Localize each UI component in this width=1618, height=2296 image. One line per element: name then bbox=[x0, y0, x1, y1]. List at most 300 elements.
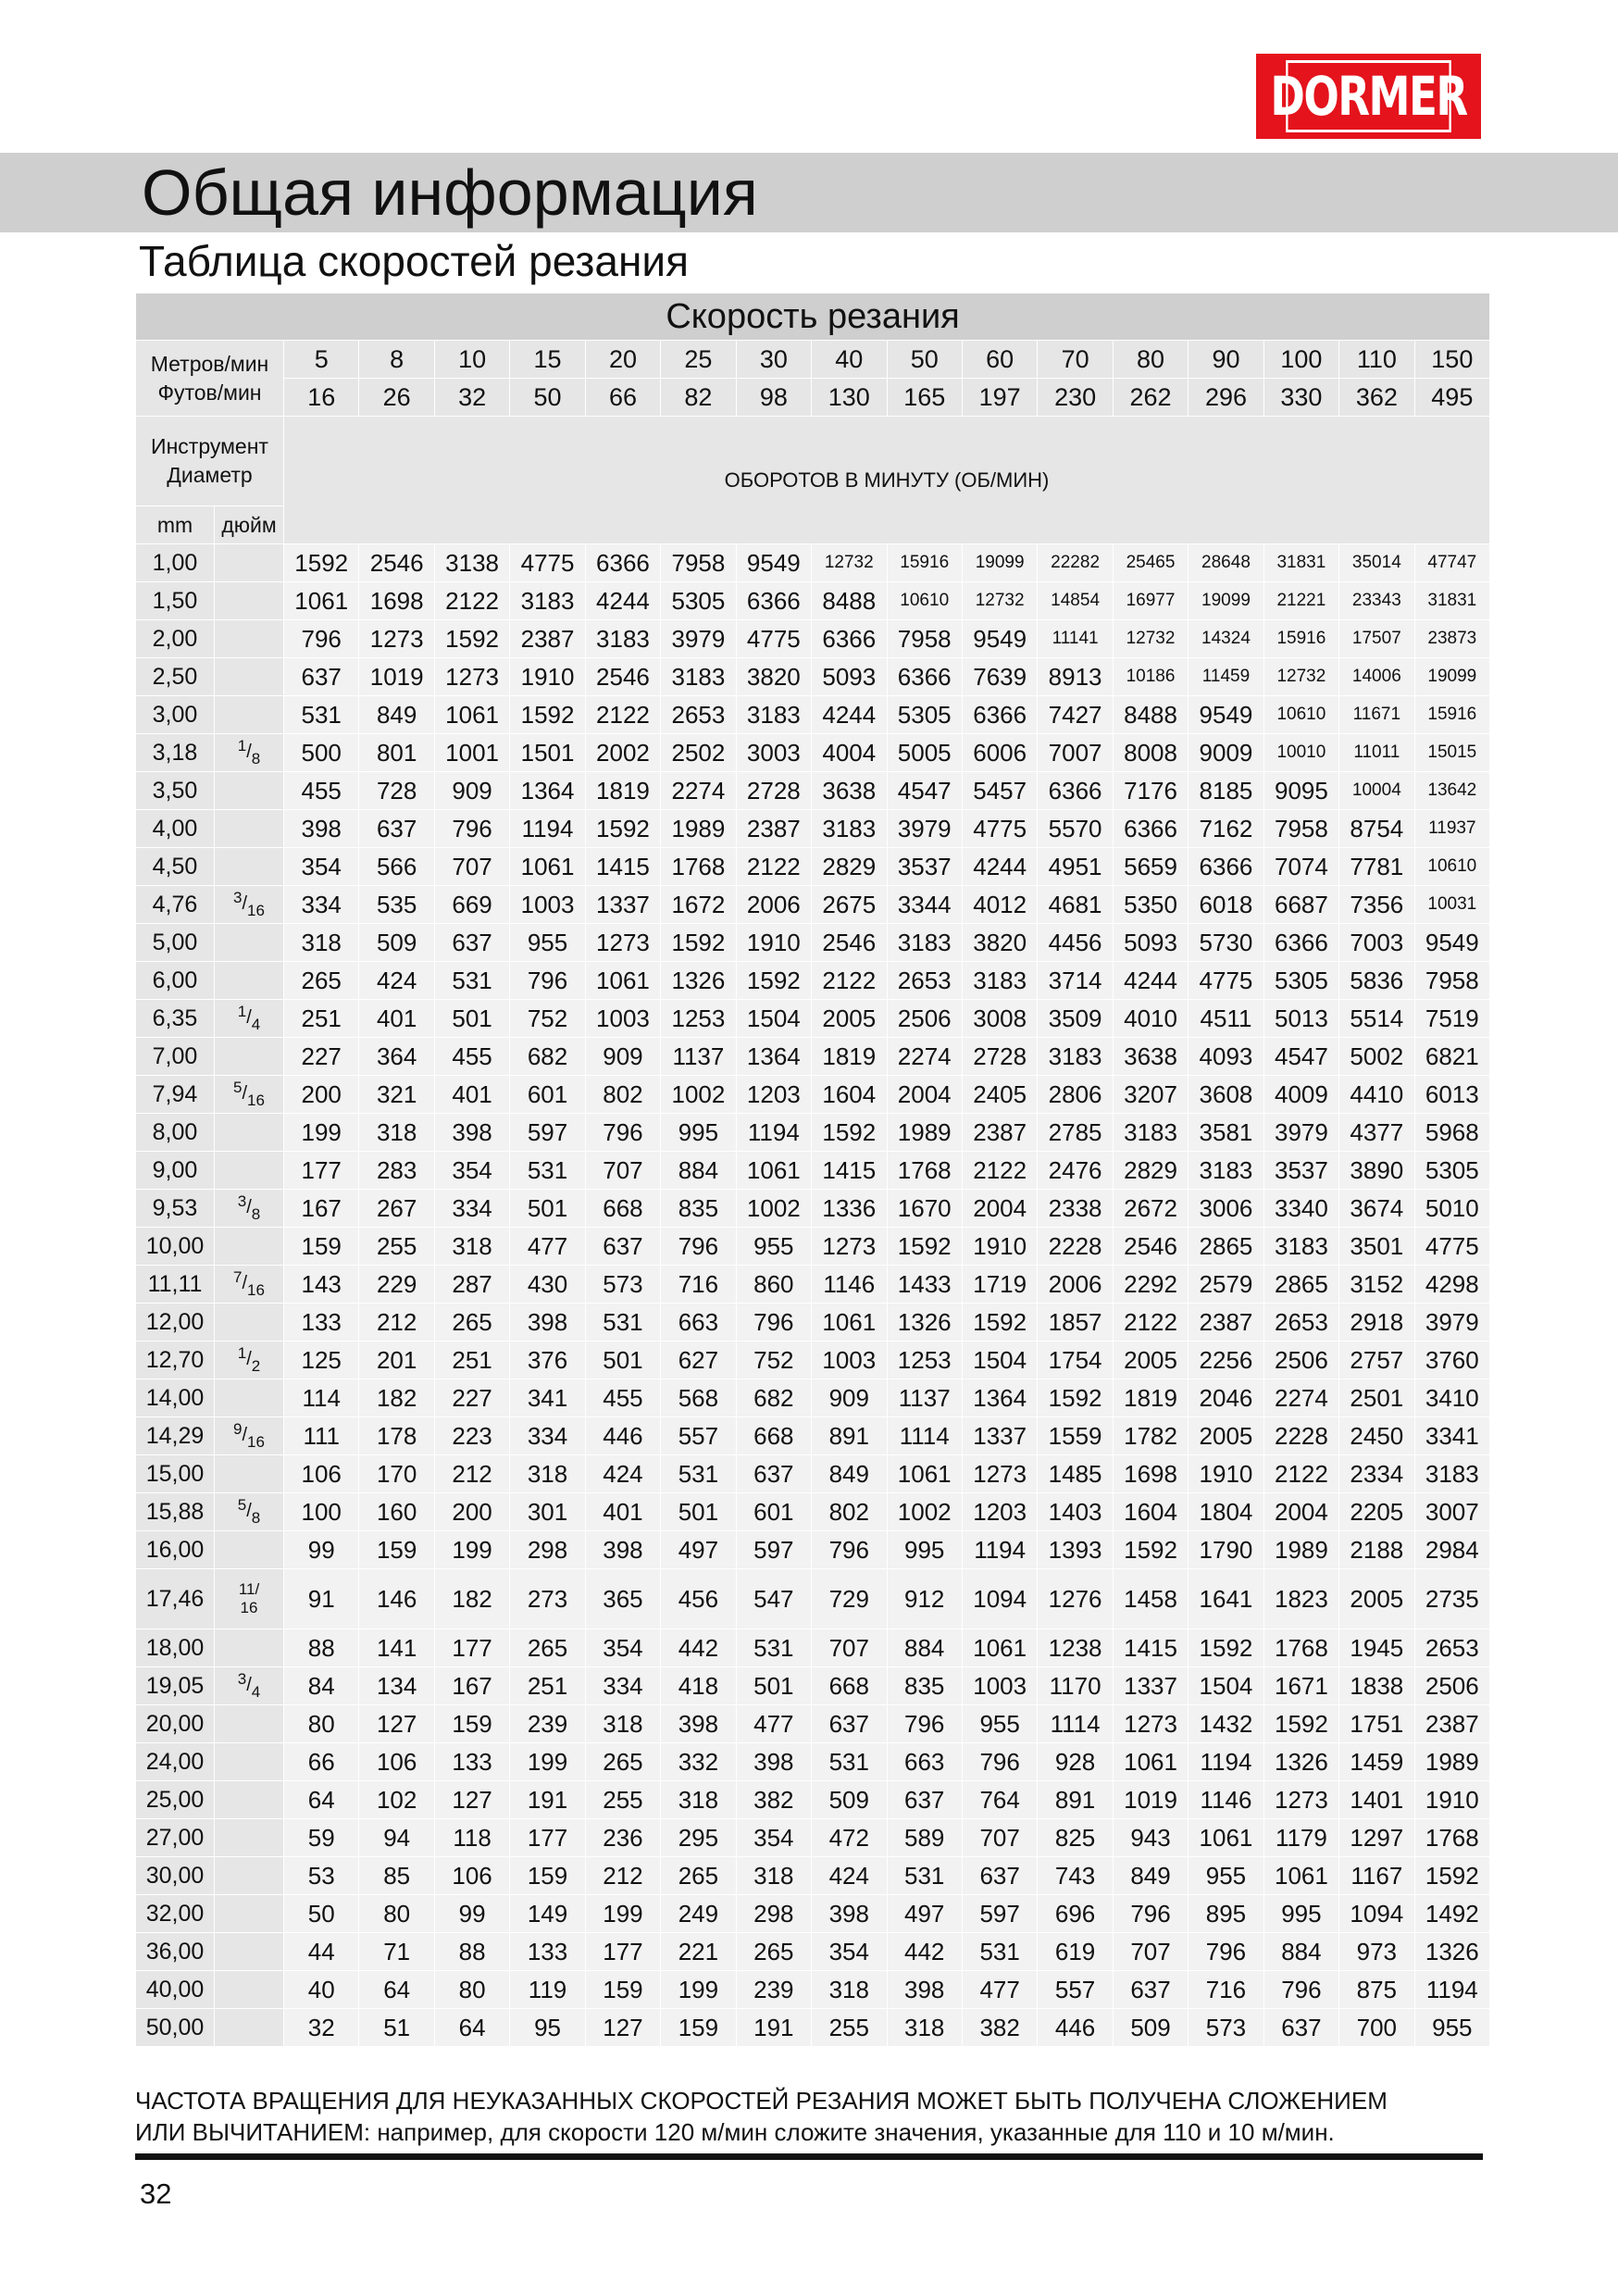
rpm-value: 3152 bbox=[1339, 1266, 1414, 1304]
rpm-value: 501 bbox=[585, 1341, 660, 1379]
rpm-value: 1504 bbox=[962, 1341, 1037, 1379]
rpm-value: 442 bbox=[661, 1629, 736, 1667]
rpm-value: 557 bbox=[1038, 1971, 1113, 2009]
table-row bbox=[136, 1228, 1490, 1266]
rpm-value: 318 bbox=[359, 1114, 434, 1152]
rpm-value: 100 bbox=[284, 1493, 359, 1531]
rpm-value: 5968 bbox=[1414, 1114, 1490, 1152]
table-row bbox=[136, 1493, 1490, 1531]
inch-denominator: 16 bbox=[247, 902, 265, 919]
rpm-value: 6018 bbox=[1189, 886, 1263, 924]
rpm-value: 1989 bbox=[1263, 1531, 1338, 1569]
rpm-value: 597 bbox=[736, 1531, 811, 1569]
diameter-mm: 15,88 bbox=[136, 1493, 215, 1531]
rpm-value: 2122 bbox=[1263, 1455, 1338, 1493]
rpm-value: 118 bbox=[434, 1819, 509, 1857]
table-row bbox=[136, 1304, 1490, 1341]
rpm-value: 3537 bbox=[887, 848, 962, 886]
diameter-inch: $^3/_{16}$ bbox=[215, 886, 284, 924]
rpm-value: 531 bbox=[434, 962, 509, 1000]
rpm-value: 318 bbox=[887, 2009, 962, 2047]
rpm-value: 1273 bbox=[812, 1228, 887, 1266]
rpm-value: 1002 bbox=[661, 1076, 736, 1114]
rpm-value: 1670 bbox=[887, 1190, 962, 1228]
rpm-value: 8754 bbox=[1339, 810, 1414, 848]
rpm-value: 6366 bbox=[1113, 810, 1188, 848]
rpm-value: 1167 bbox=[1339, 1857, 1414, 1895]
diameter-mm: 4,76 bbox=[136, 886, 215, 924]
inch-denominator: 8 bbox=[251, 1205, 261, 1223]
diameter-mm: 7,00 bbox=[136, 1038, 215, 1076]
diameter-mm: 8,00 bbox=[136, 1114, 215, 1152]
rpm-value: 2005 bbox=[1189, 1417, 1263, 1455]
diameter-mm: 9,00 bbox=[136, 1152, 215, 1190]
rpm-value: 159 bbox=[434, 1705, 509, 1743]
diameter-mm: 12,70 bbox=[136, 1341, 215, 1379]
rpm-value: 446 bbox=[1038, 2009, 1113, 2047]
diameter-inch bbox=[215, 2009, 284, 2047]
rpm-value: 11671 bbox=[1339, 696, 1414, 734]
rpm-value: 1194 bbox=[1414, 1971, 1490, 2009]
diameter-inch bbox=[215, 1743, 284, 1781]
diameter-inch bbox=[215, 1857, 284, 1895]
table-row bbox=[136, 1038, 1490, 1076]
diameter-inch bbox=[215, 1038, 284, 1076]
rpm-value: 1604 bbox=[1113, 1493, 1188, 1531]
diameter-inch: $^3/_4$ bbox=[215, 1667, 284, 1705]
rpm-value: 3341 bbox=[1414, 1417, 1490, 1455]
rpm-value: 4298 bbox=[1414, 1266, 1490, 1304]
rpm-value: 1857 bbox=[1038, 1304, 1113, 1341]
rpm-value: 909 bbox=[585, 1038, 660, 1076]
rpm-value: 3183 bbox=[1113, 1114, 1188, 1152]
rpm-value: 221 bbox=[661, 1933, 736, 1971]
rpm-value: 1754 bbox=[1038, 1341, 1113, 1379]
rpm-label: ОБОРОТОВ В МИНУТУ (ОБ/МИН) bbox=[284, 417, 1490, 544]
rpm-value: 341 bbox=[510, 1379, 585, 1417]
diameter-inch bbox=[215, 1569, 284, 1629]
rpm-value: 3509 bbox=[1038, 1000, 1113, 1038]
rpm-value: 133 bbox=[434, 1743, 509, 1781]
rpm-value: 1393 bbox=[1038, 1531, 1113, 1569]
rpm-value: 1592 bbox=[962, 1304, 1037, 1341]
rpm-value: 398 bbox=[434, 1114, 509, 1152]
rpm-value: 102 bbox=[359, 1781, 434, 1819]
diameter-mm: 5,00 bbox=[136, 924, 215, 962]
rpm-value: 382 bbox=[962, 2009, 1037, 2047]
diameter-mm: 14,00 bbox=[136, 1379, 215, 1417]
rpm-value: 1114 bbox=[1038, 1705, 1113, 1743]
cutting-speed-table bbox=[135, 293, 1490, 2047]
rpm-value: 1592 bbox=[736, 962, 811, 1000]
rpm-value: 955 bbox=[962, 1705, 1037, 1743]
rpm-value: 99 bbox=[284, 1531, 359, 1569]
rpm-value: 895 bbox=[1189, 1895, 1263, 1933]
rpm-value: 1592 bbox=[434, 620, 509, 658]
rpm-value: 707 bbox=[1113, 1933, 1188, 1971]
rpm-value: 298 bbox=[510, 1531, 585, 1569]
rpm-value: 32 bbox=[284, 2009, 359, 2047]
rpm-value: 3760 bbox=[1414, 1341, 1490, 1379]
rpm-value: 2502 bbox=[661, 734, 736, 772]
rpm-value: 16977 bbox=[1113, 582, 1188, 620]
rpm-value: 884 bbox=[661, 1152, 736, 1190]
rpm-value: 1592 bbox=[1263, 1705, 1338, 1743]
rpm-value: 891 bbox=[812, 1417, 887, 1455]
rpm-value: 401 bbox=[434, 1076, 509, 1114]
rpm-value: 1238 bbox=[1038, 1629, 1113, 1667]
rpm-value: 354 bbox=[284, 848, 359, 886]
table-row bbox=[136, 1379, 1490, 1417]
tool-label: Инструмент bbox=[151, 434, 268, 458]
rpm-value: 2274 bbox=[661, 772, 736, 810]
rpm-value: 223 bbox=[434, 1417, 509, 1455]
rpm-value: 1592 bbox=[284, 544, 359, 582]
rpm-value: 2579 bbox=[1189, 1266, 1263, 1304]
rpm-value: 7003 bbox=[1339, 924, 1414, 962]
rpm-value: 8488 bbox=[812, 582, 887, 620]
speed-units-label bbox=[136, 341, 284, 417]
rpm-value: 6366 bbox=[812, 620, 887, 658]
rpm-value: 127 bbox=[585, 2009, 660, 2047]
rpm-value: 6821 bbox=[1414, 1038, 1490, 1076]
diameter-inch bbox=[215, 658, 284, 696]
rpm-value: 1337 bbox=[962, 1417, 1037, 1455]
rpm-value: 3183 bbox=[585, 620, 660, 658]
rpm-value: 4244 bbox=[812, 696, 887, 734]
footnote-line1: ЧАСТОТА ВРАЩЕНИЯ ДЛЯ НЕУКАЗАННЫХ СКОРОСТЕЙ РЕЗАНИЯ МОЖЕТ БЫТЬ ПОЛУЧЕНА СЛОЖЕНИЕМ bbox=[135, 2087, 1388, 2115]
rpm-value: 1002 bbox=[887, 1493, 962, 1531]
rpm-value: 637 bbox=[434, 924, 509, 962]
rpm-value: 159 bbox=[359, 1531, 434, 1569]
rpm-value: 19099 bbox=[1414, 658, 1490, 696]
rpm-value: 796 bbox=[736, 1304, 811, 1341]
rpm-value: 1415 bbox=[812, 1152, 887, 1190]
rpm-value: 23343 bbox=[1339, 582, 1414, 620]
rpm-value: 6366 bbox=[1189, 848, 1263, 886]
table-row bbox=[136, 1152, 1490, 1190]
rpm-value: 796 bbox=[510, 962, 585, 1000]
rpm-value: 1790 bbox=[1189, 1531, 1263, 1569]
rpm-value: 801 bbox=[359, 734, 434, 772]
rpm-value: 2256 bbox=[1189, 1341, 1263, 1379]
rpm-value: 14324 bbox=[1189, 620, 1263, 658]
rpm-value: 17507 bbox=[1339, 620, 1414, 658]
diameter-inch bbox=[215, 582, 284, 620]
rpm-value: 2006 bbox=[736, 886, 811, 924]
rpm-value: 743 bbox=[1038, 1857, 1113, 1895]
rpm-value: 1604 bbox=[812, 1076, 887, 1114]
inch-denominator: 4 bbox=[251, 1683, 261, 1701]
rpm-value: 891 bbox=[1038, 1781, 1113, 1819]
rpm-value: 663 bbox=[887, 1743, 962, 1781]
rpm-value: 191 bbox=[736, 2009, 811, 2047]
rpm-value: 3979 bbox=[661, 620, 736, 658]
speed-ft-min-header: 495 bbox=[1414, 379, 1490, 417]
rpm-value: 398 bbox=[887, 1971, 962, 2009]
rpm-value: 318 bbox=[812, 1971, 887, 2009]
rpm-value: 1061 bbox=[962, 1629, 1037, 1667]
rpm-value: 1910 bbox=[510, 658, 585, 696]
rpm-value: 4951 bbox=[1038, 848, 1113, 886]
rpm-value: 501 bbox=[661, 1493, 736, 1531]
rpm-value: 382 bbox=[736, 1781, 811, 1819]
rpm-value: 182 bbox=[359, 1379, 434, 1417]
rpm-value: 1019 bbox=[1113, 1781, 1188, 1819]
rpm-value: 849 bbox=[359, 696, 434, 734]
rpm-value: 682 bbox=[736, 1379, 811, 1417]
rpm-value: 199 bbox=[585, 1895, 660, 1933]
rpm-value: 764 bbox=[962, 1781, 1037, 1819]
rpm-value: 133 bbox=[284, 1304, 359, 1341]
diameter-mm: 36,00 bbox=[136, 1933, 215, 1971]
rpm-value: 796 bbox=[284, 620, 359, 658]
rpm-value: 1910 bbox=[1414, 1781, 1490, 1819]
rpm-value: 1819 bbox=[585, 772, 660, 810]
table-row bbox=[136, 1819, 1490, 1857]
rpm-value: 884 bbox=[887, 1629, 962, 1667]
rpm-value: 1592 bbox=[585, 810, 660, 848]
rpm-value: 1719 bbox=[962, 1266, 1037, 1304]
rpm-value: 1253 bbox=[887, 1341, 962, 1379]
speed-m-min-header: 30 bbox=[736, 341, 811, 379]
rpm-value: 7958 bbox=[1263, 810, 1338, 848]
rpm-value: 265 bbox=[284, 962, 359, 1000]
rpm-value: 2005 bbox=[1113, 1341, 1188, 1379]
diameter-inch bbox=[215, 924, 284, 962]
rpm-value: 752 bbox=[510, 1000, 585, 1038]
rpm-value: 3008 bbox=[962, 1000, 1037, 1038]
diameter-mm: 19,05 bbox=[136, 1667, 215, 1705]
diameter-mm: 1,00 bbox=[136, 544, 215, 582]
table-row bbox=[136, 1000, 1490, 1038]
rpm-value: 637 bbox=[1263, 2009, 1338, 2047]
rpm-value: 178 bbox=[359, 1417, 434, 1455]
rpm-value: 332 bbox=[661, 1743, 736, 1781]
rpm-value: 2122 bbox=[434, 582, 509, 620]
rpm-value: 3638 bbox=[812, 772, 887, 810]
rpm-value: 6366 bbox=[962, 696, 1037, 734]
table-row bbox=[136, 2009, 1490, 2047]
diameter-mm: 40,00 bbox=[136, 1971, 215, 2009]
rpm-value: 1061 bbox=[284, 582, 359, 620]
rpm-value: 99 bbox=[434, 1895, 509, 1933]
page-subtitle: Таблица скоростей резания bbox=[139, 237, 689, 285]
rpm-value: 364 bbox=[359, 1038, 434, 1076]
rpm-value: 273 bbox=[510, 1569, 585, 1629]
speed-m-min-header: 150 bbox=[1414, 341, 1490, 379]
rpm-value: 15015 bbox=[1414, 734, 1490, 772]
rpm-value: 5305 bbox=[1414, 1152, 1490, 1190]
rpm-value: 199 bbox=[284, 1114, 359, 1152]
rpm-value: 13642 bbox=[1414, 772, 1490, 810]
rpm-value: 167 bbox=[434, 1667, 509, 1705]
rpm-value: 71 bbox=[359, 1933, 434, 1971]
rpm-value: 177 bbox=[510, 1819, 585, 1857]
rpm-value: 6366 bbox=[887, 658, 962, 696]
rpm-value: 2501 bbox=[1339, 1379, 1414, 1417]
rpm-value: 1061 bbox=[812, 1304, 887, 1341]
rpm-value: 566 bbox=[359, 848, 434, 886]
rpm-value: 2004 bbox=[887, 1076, 962, 1114]
rpm-value: 251 bbox=[510, 1667, 585, 1705]
rpm-value: 321 bbox=[359, 1076, 434, 1114]
rpm-value: 3537 bbox=[1263, 1152, 1338, 1190]
rpm-value: 1253 bbox=[661, 1000, 736, 1038]
rpm-value: 10610 bbox=[887, 582, 962, 620]
rpm-value: 159 bbox=[585, 1971, 660, 2009]
rpm-value: 160 bbox=[359, 1493, 434, 1531]
rpm-value: 334 bbox=[510, 1417, 585, 1455]
table-row bbox=[136, 1743, 1490, 1781]
speed-ft-min-header: 26 bbox=[359, 379, 434, 417]
rpm-value: 707 bbox=[962, 1819, 1037, 1857]
dormer-logo bbox=[1256, 54, 1481, 139]
diameter-inch bbox=[215, 1971, 284, 2009]
table-row bbox=[136, 1190, 1490, 1228]
table-row bbox=[136, 1781, 1490, 1819]
rpm-value: 716 bbox=[1189, 1971, 1263, 2009]
rpm-value: 875 bbox=[1339, 1971, 1414, 2009]
rpm-value: 21221 bbox=[1263, 582, 1338, 620]
rpm-value: 64 bbox=[284, 1781, 359, 1819]
rpm-value: 1326 bbox=[887, 1304, 962, 1341]
rpm-value: 251 bbox=[284, 1000, 359, 1038]
rpm-value: 4377 bbox=[1339, 1114, 1414, 1152]
rpm-value: 2338 bbox=[1038, 1190, 1113, 1228]
rpm-value: 669 bbox=[434, 886, 509, 924]
rpm-value: 9549 bbox=[736, 544, 811, 582]
metric-label: Метров/мин bbox=[150, 351, 269, 376]
rpm-value: 995 bbox=[887, 1531, 962, 1569]
rpm-value: 4511 bbox=[1189, 1000, 1263, 1038]
inch-denominator: 16 bbox=[240, 1599, 258, 1616]
table-row bbox=[136, 658, 1490, 696]
diameter-inch: $^1/_4$ bbox=[215, 1000, 284, 1038]
table-row bbox=[136, 924, 1490, 962]
rpm-value: 177 bbox=[585, 1933, 660, 1971]
rpm-value: 199 bbox=[434, 1531, 509, 1569]
diameter-mm: 6,35 bbox=[136, 1000, 215, 1038]
rpm-value: 3638 bbox=[1113, 1038, 1188, 1076]
rpm-value: 955 bbox=[736, 1228, 811, 1266]
diameter-inch bbox=[215, 1228, 284, 1266]
table-row bbox=[136, 886, 1490, 924]
page-title: Общая информация bbox=[142, 156, 758, 229]
rpm-value: 825 bbox=[1038, 1819, 1113, 1857]
rpm-value: 455 bbox=[284, 772, 359, 810]
rpm-value: 354 bbox=[434, 1152, 509, 1190]
rpm-value: 134 bbox=[359, 1667, 434, 1705]
rpm-value: 9549 bbox=[962, 620, 1037, 658]
rpm-value: 5730 bbox=[1189, 924, 1263, 962]
rpm-value: 53 bbox=[284, 1857, 359, 1895]
rpm-value: 3183 bbox=[1263, 1228, 1338, 1266]
rpm-value: 796 bbox=[434, 810, 509, 848]
rpm-value: 627 bbox=[661, 1341, 736, 1379]
rpm-value: 442 bbox=[887, 1933, 962, 1971]
rpm-value: 376 bbox=[510, 1341, 585, 1379]
rpm-value: 1364 bbox=[510, 772, 585, 810]
rpm-value: 177 bbox=[434, 1629, 509, 1667]
rpm-value: 1364 bbox=[736, 1038, 811, 1076]
rpm-value: 159 bbox=[661, 2009, 736, 2047]
rpm-value: 354 bbox=[812, 1933, 887, 1971]
rpm-value: 1326 bbox=[1263, 1743, 1338, 1781]
rpm-value: 1001 bbox=[434, 734, 509, 772]
rpm-value: 1094 bbox=[962, 1569, 1037, 1629]
rpm-value: 7356 bbox=[1339, 886, 1414, 924]
rpm-value: 1672 bbox=[661, 886, 736, 924]
rpm-value: 80 bbox=[284, 1705, 359, 1743]
rpm-value: 1989 bbox=[1414, 1743, 1490, 1781]
rpm-value: 80 bbox=[359, 1895, 434, 1933]
rpm-value: 3979 bbox=[887, 810, 962, 848]
speed-m-min-header: 110 bbox=[1339, 341, 1414, 379]
rpm-value: 1003 bbox=[585, 1000, 660, 1038]
rpm-value: 728 bbox=[359, 772, 434, 810]
rpm-value: 212 bbox=[585, 1857, 660, 1895]
rpm-value: 1273 bbox=[1113, 1705, 1188, 1743]
rpm-value: 2728 bbox=[962, 1038, 1037, 1076]
rpm-value: 14854 bbox=[1038, 582, 1113, 620]
rpm-value: 1061 bbox=[585, 962, 660, 1000]
rpm-value: 199 bbox=[661, 1971, 736, 2009]
rpm-value: 1910 bbox=[736, 924, 811, 962]
rpm-value: 31831 bbox=[1414, 582, 1490, 620]
diameter-inch: $^9/_{16}$ bbox=[215, 1417, 284, 1455]
rpm-value: 1910 bbox=[1189, 1455, 1263, 1493]
diameter-mm: 3,00 bbox=[136, 696, 215, 734]
rpm-value: 2653 bbox=[661, 696, 736, 734]
diameter-inch bbox=[215, 1152, 284, 1190]
rpm-value: 849 bbox=[1113, 1857, 1188, 1895]
rpm-value: 236 bbox=[585, 1819, 660, 1857]
rpm-value: 802 bbox=[585, 1076, 660, 1114]
rpm-value: 1671 bbox=[1263, 1667, 1338, 1705]
inch-denominator: 16 bbox=[247, 1281, 265, 1299]
rpm-value: 143 bbox=[284, 1266, 359, 1304]
rpm-value: 6366 bbox=[1263, 924, 1338, 962]
rpm-value: 12732 bbox=[1113, 620, 1188, 658]
rpm-value: 1592 bbox=[812, 1114, 887, 1152]
rpm-value: 265 bbox=[585, 1743, 660, 1781]
rpm-value: 11459 bbox=[1189, 658, 1263, 696]
rpm-value: 2005 bbox=[812, 1000, 887, 1038]
rpm-value: 301 bbox=[510, 1493, 585, 1531]
rpm-value: 796 bbox=[887, 1705, 962, 1743]
rpm-value: 1504 bbox=[736, 1000, 811, 1038]
rpm-value: 1698 bbox=[1113, 1455, 1188, 1493]
inch-denominator: 4 bbox=[251, 1016, 261, 1033]
diameter-mm: 2,50 bbox=[136, 658, 215, 696]
rpm-value: 4775 bbox=[962, 810, 1037, 848]
rpm-value: 1504 bbox=[1189, 1667, 1263, 1705]
rpm-value: 2292 bbox=[1113, 1266, 1188, 1304]
inch-numerator: 1 bbox=[237, 1003, 247, 1020]
rpm-value: 884 bbox=[1263, 1933, 1338, 1971]
rpm-value: 1819 bbox=[812, 1038, 887, 1076]
table-row bbox=[136, 1417, 1490, 1455]
rpm-value: 23873 bbox=[1414, 620, 1490, 658]
rpm-value: 1276 bbox=[1038, 1569, 1113, 1629]
rpm-value: 802 bbox=[812, 1493, 887, 1531]
rpm-value: 295 bbox=[661, 1819, 736, 1857]
rpm-value: 11141 bbox=[1038, 620, 1113, 658]
inch-denominator: 16 bbox=[247, 1433, 265, 1451]
rpm-value: 1819 bbox=[1113, 1379, 1188, 1417]
rpm-value: 283 bbox=[359, 1152, 434, 1190]
